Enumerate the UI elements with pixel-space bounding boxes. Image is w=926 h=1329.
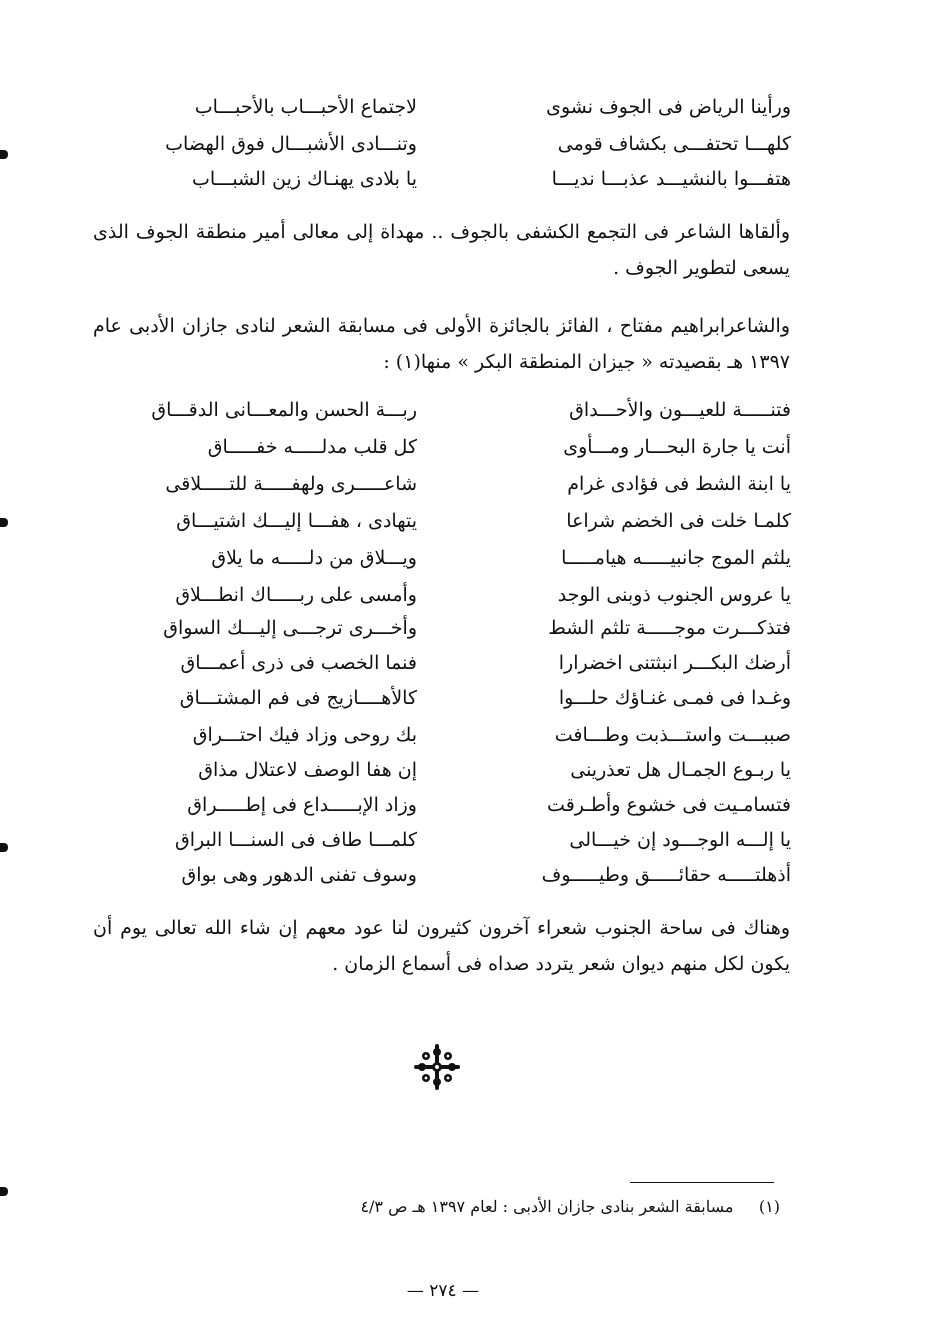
- margin-mark: [0, 843, 8, 852]
- verse-right: أنت يا جارة البحـــار ومـــأوى: [563, 436, 791, 458]
- footnote-marker: (١): [758, 1197, 780, 1216]
- verse-right: وغـدا فى فمـى غنـاؤك حلـــوا: [558, 687, 791, 709]
- margin-mark: [0, 518, 8, 527]
- verse-right: يا عروس الجنوب ذوبنى الوجد: [557, 584, 791, 606]
- verse-right: يا ابنة الشط فى فؤادى غرام: [567, 473, 791, 495]
- footnote-divider: [630, 1182, 774, 1183]
- verse-left: كلمـــا طاف فى السنـــا البراق: [174, 829, 417, 851]
- ornament-icon: [414, 1044, 460, 1090]
- verse-left: بك روحى وزاد فيك احتـــراق: [192, 724, 417, 746]
- verse-right: صببـــت واستـــذبت وطـــافت: [554, 724, 791, 746]
- margin-mark: [0, 150, 8, 159]
- verse-right: يا إلـــه الوجـــود إن خيـــالى: [569, 829, 791, 851]
- verse-left: وأمسى على ربـــــاك انطـــلاق: [175, 584, 417, 606]
- verse-right: أذهلتـــــه حقائـــــق وطيـــــوف: [541, 864, 791, 886]
- verse-left: شاعـــــرى ولهفـــــة للتـــــلاقى: [165, 473, 417, 495]
- verse-left: كل قلب مدلـــــه خفـــــاق: [207, 436, 417, 458]
- verse-right: كلمـا خلت فى الخضم شراعا: [566, 510, 791, 532]
- page-number: — ٢٧٤ —: [406, 1281, 480, 1301]
- paragraph-dedication: وألقاها الشاعر فى التجمع الكشفى بالجوف .. مهداة إلى معالى أمير منطقة الجوف الذى يسعى لتطوير الجوف .: [93, 221, 790, 279]
- paragraph-closing: وهناك فى ساحة الجنوب شعراء آخرون كثيرون لنا عود معهم إن شاء الله تعالى يوم أن يكون لكل منهم ديوان شعر يتردد صداه فى أسماع الزمان .: [93, 917, 790, 975]
- verse-left: لاجتماع الأحبـــاب بالأحبـــاب: [194, 96, 417, 118]
- verse-right: أرضك البكـــر انبثتنى اخضرارا: [558, 652, 791, 674]
- margin-mark: [0, 1187, 8, 1196]
- verse-left: يتهادى ، هفـــا إليـــك اشتيـــاق: [176, 510, 417, 532]
- verse-right: يلثم الموج جانبيـــــه هيامـــــا: [561, 547, 791, 569]
- verse-right: ورأينا الرياض فى الجوف نشوى: [546, 96, 791, 118]
- footnote-text: مسابقة الشعر بنادى جازان الأدبى : لعام ١٣٩٧ هـ ص ٤/٣: [360, 1197, 734, 1216]
- verse-right: فتذكـــرت موجـــــة تلثم الشط: [548, 617, 791, 639]
- verse-left: وأخـــرى ترجـــى إليـــك السواق: [163, 617, 417, 639]
- verse-left: كالأهــــازيج فى فم المشتـــاق: [179, 687, 417, 709]
- verse-right: فتسامـيت فى خشوع وأطـرقت: [547, 794, 791, 816]
- verse-right: هتفـــوا بالنشيـــد عذبـــا نديـــا: [551, 168, 791, 190]
- footnote: [360, 1192, 780, 1222]
- verse-right: يا ربـوع الجمـال هل تعذرينى: [570, 759, 791, 781]
- verse-left: وسوف تفنى الدهور وهى بواق: [181, 864, 417, 886]
- verse-left: ربـــة الحسن والمعـــانى الدقـــاق: [151, 399, 417, 421]
- verse-left: وتنـــادى الأشبـــال فوق الهضاب: [165, 133, 417, 155]
- verse-right: فتنـــــة للعيـــون والأحـــداق: [569, 399, 791, 421]
- verse-right: كلهـــا تحتفـــى بكشاف قومى: [557, 133, 791, 155]
- verse-left: إن هفا الوصف لاعتلال مذاق: [198, 759, 417, 781]
- verse-left: فنما الخصب فى ذرى أعمـــاق: [180, 652, 417, 674]
- verse-left: وزاد الإبـــــداع فى إطـــــراق: [187, 794, 417, 816]
- paragraph-poet-intro: والشاعرابراهيم مفتاح ، الفائز بالجائزة الأولى فى مسابقة الشعر لنادى جازان الأدبى عام ١٣٩٧ هـ بقصيدته « جيزان المنطقة البكر » منها(١) :: [93, 315, 790, 373]
- verse-left: يا بلادى يهنـاك زين الشبـــاب: [191, 168, 417, 190]
- verse-left: ويـــلاق من دلـــــه ما يلاق: [211, 547, 417, 569]
